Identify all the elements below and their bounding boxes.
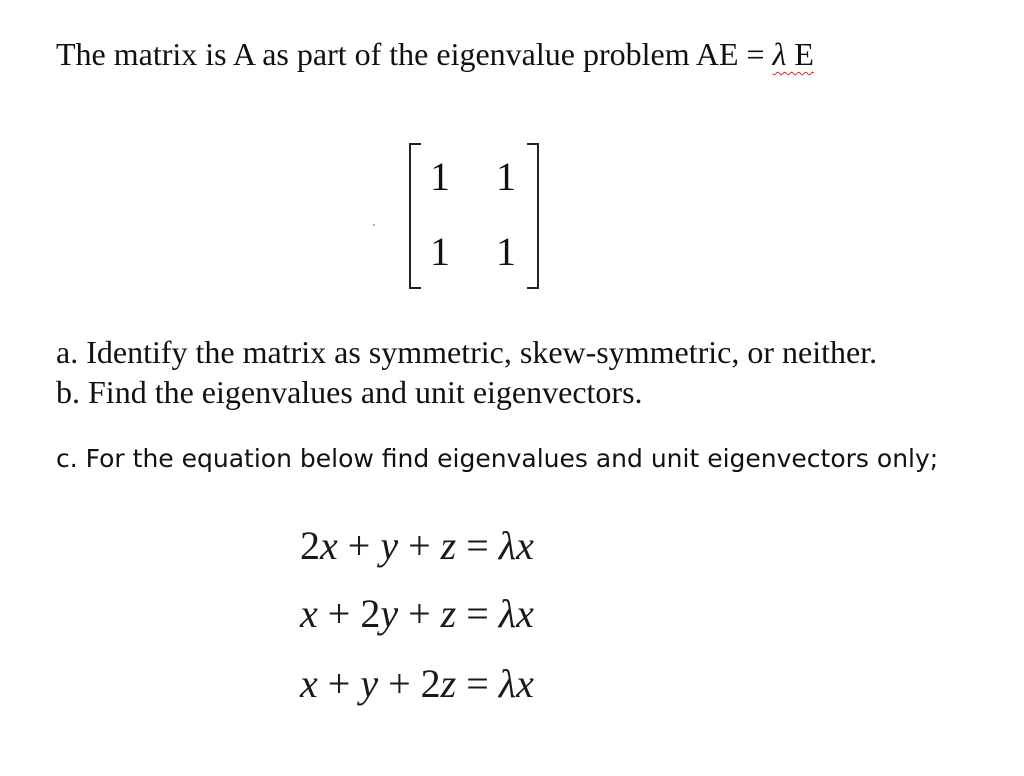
matrix-left-bracket	[409, 143, 421, 289]
matrix-cell-2-1: 1	[430, 229, 450, 274]
matrix-cell-2-2: 1	[496, 229, 516, 274]
question-c: c. For the equation below find eigenvalues and unit eigenvectors only;	[56, 444, 939, 473]
matrix-cell-1-2: 1	[496, 154, 516, 199]
equation-3: x + y + 2z = λx	[300, 661, 534, 706]
matrix-a	[409, 143, 539, 287]
equation-1: 2x + y + z = λx	[300, 523, 534, 568]
matrix-right-bracket	[527, 143, 539, 289]
equation-2: x + 2y + z = λx	[300, 591, 534, 636]
e-symbol: E	[786, 36, 814, 72]
stray-dot	[373, 224, 375, 226]
lambda-e-term	[773, 36, 814, 72]
lambda-symbol: λ	[772, 36, 787, 72]
problem-statement-text: The matrix is A as part of the eigenvalue problem AE =	[56, 36, 773, 72]
matrix-cell-1-1: 1	[430, 154, 450, 199]
problem-statement	[56, 36, 814, 73]
question-b: b. Find the eigenvalues and unit eigenvectors.	[56, 374, 643, 410]
question-a: a. Identify the matrix as symmetric, skew-symmetric, or neither.	[56, 334, 878, 370]
